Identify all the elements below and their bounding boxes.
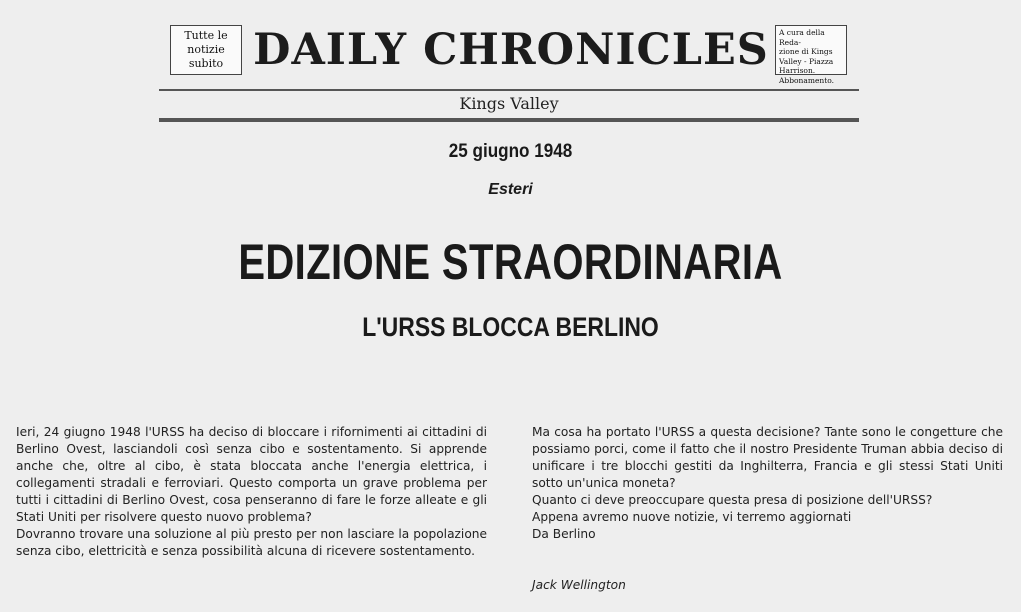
right-ear-line: A cura della Reda-	[779, 28, 825, 47]
city-name: Kings Valley	[459, 94, 559, 113]
newspaper-title: DAILY CHRONICLES	[253, 25, 769, 75]
masthead-thick-rule	[159, 118, 859, 122]
article-column-left	[16, 424, 487, 560]
article-date: 25 giugno 1948	[448, 141, 573, 162]
masthead-left-ear	[170, 25, 242, 75]
right-ear-line: Valley - Piazza	[779, 56, 834, 66]
paragraph: Ma cosa ha portato l'URSS a questa decisione? Tante sono le congetture che possiamo porci, come il fatto che il nostro Presidente Truman abbia deciso di unificare i tre blocchi gestiti da Inghilterra, Francia e gli stessi Stati Uniti sotto un'unica moneta?	[532, 425, 1003, 490]
right-ear-line: Abbonamento.	[779, 75, 834, 85]
left-ear-line: subito	[188, 57, 224, 70]
masthead-thin-rule	[159, 89, 859, 91]
paragraph: Quanto ci deve preoccupare questa presa di posizione dell'URSS?	[532, 493, 933, 507]
paragraph: Appena avremo nuove notizie, vi terremo aggiornati	[532, 510, 852, 524]
paragraph: Dovranno trovare una soluzione al più presto per non lasciare la popolazione senza cibo, elettricità e senza possibilità alcuna di ricevere sostentamento.	[16, 527, 487, 558]
article-column-right	[532, 424, 1003, 543]
masthead-right-ear	[775, 25, 847, 85]
right-ear-line: Harrison.	[779, 66, 816, 75]
article-section: Esteri	[488, 181, 533, 198]
paragraph: Da Berlino	[532, 527, 596, 541]
headline: EDIZIONE STRAORDINARIA	[238, 234, 783, 290]
author-signature: Jack Wellington	[532, 578, 626, 592]
paragraph: Ieri, 24 giugno 1948 l'URSS ha deciso di bloccare i rifornimenti ai cittadini di Berlino Ovest, lasciandoli così senza cibo e sostentamento. Si apprende anche che, oltre al cibo, è stata bloccata anche l'energia elettrica, i collegamenti stradali e ferroviari. Questo comporta un grave problema per tutti i cittadini di Berlino Ovest, cosa penseranno di fare le forze alleate e gli Stati Uniti per risolvere questo nuovo problema?	[16, 425, 487, 524]
masthead	[159, 18, 859, 128]
left-ear-line: Tutte le	[184, 29, 228, 42]
left-ear-line: notizie	[187, 43, 225, 56]
right-ear-line: zione di Kings	[779, 47, 833, 56]
subheadline: L'URSS BLOCCA BERLINO	[362, 312, 659, 342]
